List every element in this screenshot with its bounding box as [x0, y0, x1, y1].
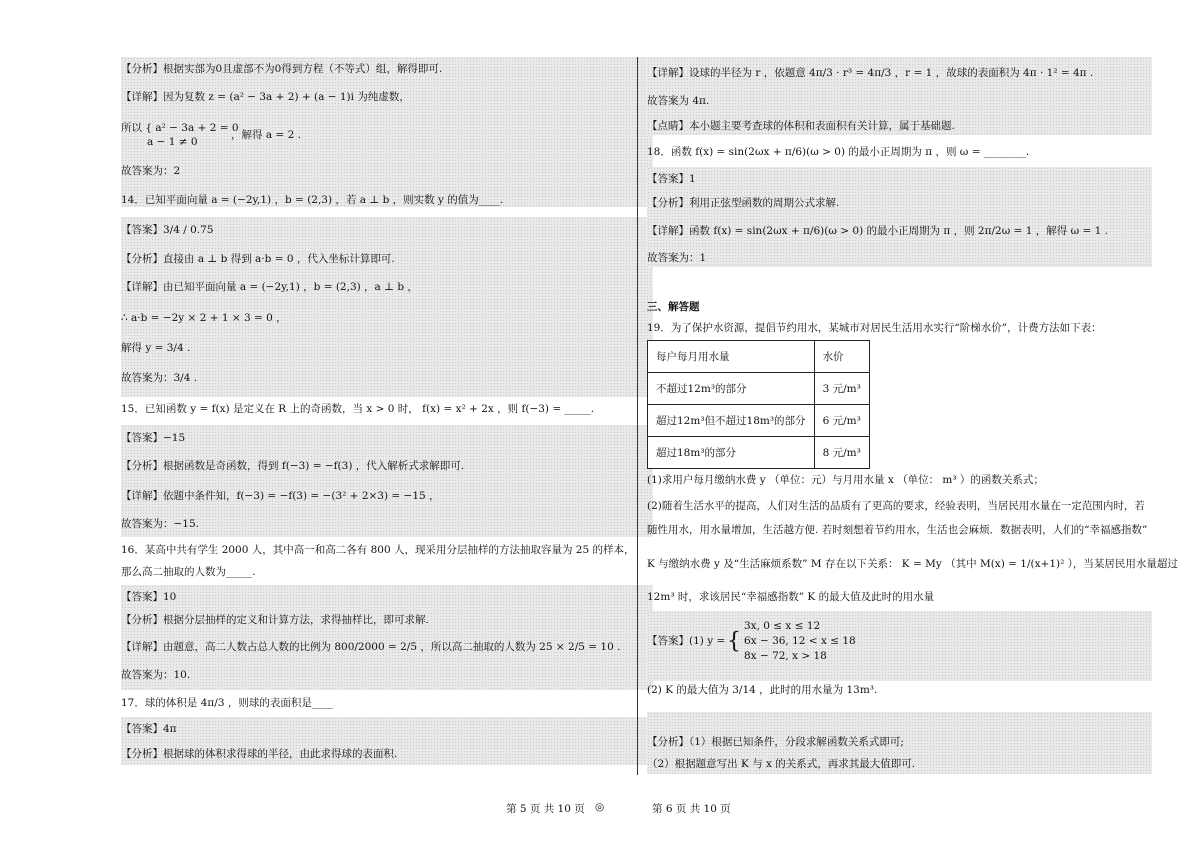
q16-detail: 【详解】由题意，高二人数占总人数的比例为 800/2000 = 2/5 ，所以高二抽取的人数为 25 × 2/5 = 10 . — [121, 641, 621, 653]
q19-answer-label: 【答案】(1) y = — [647, 635, 726, 647]
q19-analysis-1: 【分析】（1）根据已知条件，分段求解函数关系式即可; — [647, 736, 904, 748]
q13-detail: 【详解】因为复数 z = (a² − 3a + 2) + (a − 1)i 为纯虚数， — [121, 91, 410, 103]
q19-answer-case3: 8x − 72, x > 18 — [744, 650, 827, 662]
q16-question-line1: 16．某高中共有学生 2000 人，其中高一和高二各有 800 人，现采用分层抽样的方法抽取容量为 25 的样本， — [121, 544, 635, 556]
q16-answer: 【答案】10 — [121, 591, 177, 603]
q18-analysis: 【分析】利用正弦型函数的周期公式求解. — [647, 197, 840, 209]
footer-center-mark: ◎ — [595, 801, 605, 813]
q14-step: ∴ a·b = −2y × 2 + 1 × 3 = 0 ， — [121, 312, 287, 324]
q17-detail: 【详解】设球的半径为 r ，依题意 4π/3 · r³ = 4π/3 ，r = 1 ，故球的表面积为 4π · 1² = 4π . — [647, 67, 1094, 79]
section-heading: 三、解答题 — [647, 301, 700, 313]
q14-analysis: 【分析】直接由 a ⊥ b 得到 a·b = 0 ，代入坐标计算即可. — [121, 253, 395, 265]
q14-final: 故答案为：3/4 . — [121, 372, 198, 384]
q13-answer: 故答案为：2 — [121, 165, 181, 177]
q18-final: 故答案为：1 — [647, 252, 707, 264]
q17-comment: 【点睛】本小题主要考查球的体积和表面积有关计算，属于基础题. — [647, 120, 955, 132]
q13-system-line2: a − 1 ≠ 0 — [147, 136, 198, 148]
q15-final: 故答案为：−15. — [121, 518, 199, 530]
shade-block — [121, 217, 653, 397]
q19-part2-line2: 随性用水，用水量增加，生活越方便. 若时刻想着节约用水，生活也会麻烦．数据表明，人们的“幸福感指数” — [647, 524, 1148, 536]
q18-detail: 【详解】函数 f(x) = sin(2ωx + π/6)(ω > 0) 的最小正周期为 π ，则 2π/2ω = 1 ，解得 ω = 1 . — [647, 225, 1109, 237]
q16-final: 故答案为：10. — [121, 669, 191, 681]
q19-part1: (1)求用户每月缴纳水费 y （单位：元）与月用水量 x （单位： m³ ）的函数关系式； — [647, 474, 1044, 486]
table-header-usage: 每户每月用水量 — [648, 341, 815, 373]
table-header-row — [648, 341, 870, 373]
q18-answer: 【答案】1 — [647, 173, 696, 185]
footer-left-page: 第 5 页 共 10 页 — [506, 803, 585, 815]
table-row — [648, 373, 870, 405]
table-row — [648, 405, 870, 437]
q19-question: 19．为了保护水资源，提倡节约用水，某城市对居民生活用水实行“阶梯水价”，计费方法如下表： — [647, 322, 1102, 334]
table-cell-price: 8 元/m³ — [814, 437, 869, 469]
q17-final: 故答案为 4π. — [647, 95, 710, 107]
q16-question-line2: 那么高二抽取的人数为_____. — [121, 566, 256, 578]
shade-block — [647, 167, 1152, 267]
table-header-price: 水价 — [814, 341, 869, 373]
q19-part2-line3: K 与缴纳水费 y 及“生活麻烦系数” M 存在以下关系： K = My （其中 M(x) = 1/(x+1)² ），当某居民用水量超过 — [647, 558, 1178, 570]
q19-answer-case1: 3x, 0 ≤ x ≤ 12 — [744, 620, 821, 632]
q15-detail: 【详解】依题中条件知，f(−3) = −f(3) = −(3² + 2×3) = −15 ， — [121, 490, 440, 502]
q14-question: 14．已知平面向量 a = (−2y,1) ，b = (2,3) ，若 a ⊥ b ，则实数 y 的值为____. — [121, 194, 504, 206]
q19-part2-line1: (2)随着生活水平的提高，人们对生活的品质有了更高的要求，经验表明，当居民用水量在一定范围内时，若 — [647, 500, 1145, 512]
table-cell-usage: 超过12m³但不超过18m³的部分 — [648, 405, 815, 437]
q13-system-result: ，解得 a = 2 . — [231, 129, 301, 141]
q16-analysis: 【分析】根据分层抽样的定义和计算方法，求得抽样比，即可求解. — [121, 614, 429, 626]
table-row — [648, 437, 870, 469]
q13-analysis: 【分析】根据实部为0且虚部不为0得到方程（不等式）组，解得即可. — [121, 63, 443, 75]
q18-question: 18．函数 f(x) = sin(2ωx + π/6)(ω > 0) 的最小正周期为 π ，则 ω = ________. — [647, 146, 1030, 158]
q14-solve: 解得 y = 3/4 . — [121, 342, 191, 354]
q13-system-line1: 所以 { a² − 3a + 2 = 0 — [121, 122, 239, 134]
q19-part2-line4: 12m³ 时，求该居民“幸福感指数” K 的最大值及此时的用水量 — [647, 591, 935, 603]
q19-answer2: (2) K 的最大值为 3/14 ，此时的用水量为 13m³. — [647, 684, 878, 696]
q19-answer-case2: 6x − 36, 12 < x ≤ 18 — [744, 635, 856, 647]
footer-right-page: 第 6 页 共 10 页 — [652, 803, 731, 815]
q14-answer: 【答案】3/4 / 0.75 — [121, 224, 214, 236]
q17-answer: 【答案】4π — [121, 723, 177, 735]
q15-answer: 【答案】−15 — [121, 432, 186, 444]
shade-block — [121, 425, 653, 537]
q19-analysis-2: （2）根据题意写出 K 与 x 的关系式，再求其最大值即可. — [647, 758, 916, 770]
water-price-table — [647, 340, 870, 469]
column-divider — [637, 57, 638, 775]
shade-block — [121, 585, 653, 690]
table-cell-usage: 不超过12m³的部分 — [648, 373, 815, 405]
table-cell-usage: 超过18m³的部分 — [648, 437, 815, 469]
table-cell-price: 3 元/m³ — [814, 373, 869, 405]
q15-analysis: 【分析】根据函数是奇函数，得到 f(−3) = −f(3) ，代入解析式求解即可. — [121, 460, 465, 472]
q14-detail: 【详解】由已知平面向量 a = (−2y,1) ，b = (2,3) ，a ⊥ b ， — [121, 281, 418, 293]
q17-question: 17．球的体积是 4π/3 ，则球的表面积是____ — [121, 697, 333, 709]
q15-question: 15．已知函数 y = f(x) 是定义在 R 上的奇函数，当 x > 0 时， f(x) = x² + 2x ，则 f(−3) = _____. — [121, 403, 595, 415]
q17-analysis: 【分析】根据球的体积求得球的半径，由此求得球的表面积. — [121, 748, 398, 760]
brace-icon: { — [727, 629, 741, 654]
table-cell-price: 6 元/m³ — [814, 405, 869, 437]
